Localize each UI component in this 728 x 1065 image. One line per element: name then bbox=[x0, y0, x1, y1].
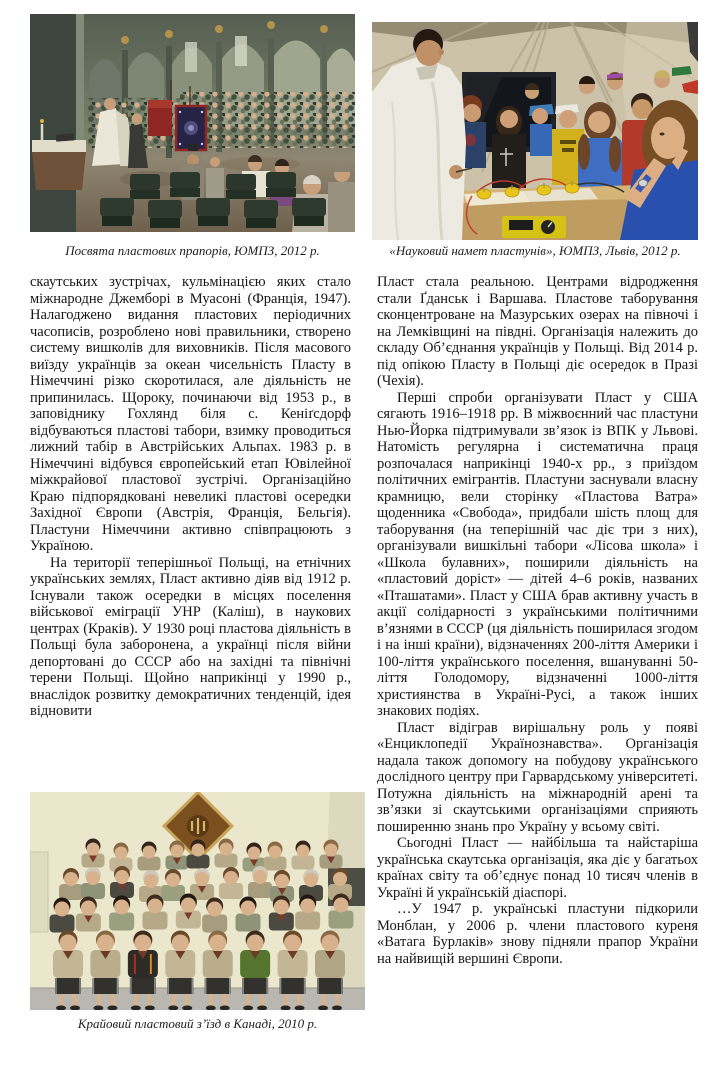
text-column-right bbox=[377, 274, 698, 967]
photo-canada-congress bbox=[30, 792, 365, 1010]
church-ceremony-illustration bbox=[30, 14, 355, 232]
photo-caption-canada-congress: Крайовий пластовий з’їзд в Канаді, 2010 р. bbox=[77, 1016, 318, 1031]
paragraph: На території теперішньої Польщі, на етнічних українських землях, Пласт активно діяв від 1912 р. Існували також осередки в місцях поселення військової еміграції УНР (Каліш), в наукових центрах (Краків). У 1930 році пластова діяльність в Польщі була заборонена, а українці після війни депортовані до СССР або на західні та північні терени Польщі. Щойно наприкінці у 1990 р., внаслідок розвитку демократичних тенденцій, ідея відновити bbox=[30, 554, 351, 719]
paragraph: Сьогодні Пласт — найбільша та найстаріша українська скаутська організація, яка діє у багатьох країнах світу та об’єднує понад 10 тисяч членів в Україні й українській діаспорі. bbox=[377, 835, 698, 901]
photo-flag-consecration bbox=[30, 14, 355, 232]
paragraph: скаутських зустрічах, кульмінацією яких стало міжнародне Джемборі в Муасоні (Франція, 1947). Налагоджено видання пластових періодичних часописів, розроблено нові правильники, створено систему вишколів для виховників. Після масового виїзду українців за океан чисельність Пласту в Німеччині різко скоротилася, але діяльність не припинилась. Щороку, починаючи від 1953 р., в заповіднику Гохлянд біля с. Кеніґсдорф відбуваються пластові табори, взимку проводиться лижний табір в Австрійських Альпах. 1983 р. в Німеччині відбувся європейський етап Ювілейної міжкрайової пластової зустрічі. Організаційно Краю підпорядковані невеликі пластові осередки Західної Європи (Австрія, Франція, Бельгія). Пластуни Німеччини активно співпрацюють з Україною. bbox=[30, 274, 351, 554]
photo-science-tent bbox=[372, 22, 698, 240]
paragraph: …У 1947 р. українські пластуни підкорили Монблан, у 2006 р. члени пластового куреня «Ватага Бурлаків» знову підняли прапор України на найвищій вершині Європи. bbox=[377, 901, 698, 967]
photo-caption-flag-consecration: Посвята пластових прапорів, ЮМПЗ, 2012 р. bbox=[65, 243, 320, 258]
photo-caption-science-tent: «Науковий намет пластунів», ЮМПЗ, Львів, 2012 р. bbox=[389, 243, 681, 258]
science-tent-illustration bbox=[372, 22, 698, 240]
text-column-left bbox=[30, 274, 351, 720]
paragraph: Пласт відіграв вирішальну роль у появі «Енциклопедії Українознавства». Організація надала також допомогу на побудову українського дослідного центру при Гарвардському університеті. Потужна діяльність на міжнародній арені та зв’язки зі скаутськими організаціями сприяють поширенню знань про Україну у всьому світі. bbox=[377, 719, 698, 835]
group-photo-illustration bbox=[30, 792, 365, 1010]
paragraph: Пласт стала реальною. Центрами відродження стали Ґданськ і Варшава. Пластове таборування сконцентроване на Мазурських озерах на півночі і на Лемківщині на півдні. Організація належить до складу Об’єднання українців у Польщі. Від 2014 р. під опікою Пласту в Польщі діє осередок в Празі (Чехія). bbox=[377, 274, 698, 389]
paragraph: Перші спроби організувати Пласт у США сягають 1916–1918 рр. В міжвоєнний час пластуни Нью-Йорка підтримували зв’язок із ВПК у Львові. Натомість регулярна і систематична праця розпочалася наприкінці 1940-х рр., з приїздом політичних емігрантів. Пластуни заснували власну крамницю, вели сторінку «Пластова Ватра» щоденника «Свобода», придбали шість площ для таборування (на теперішній час діє три з них), організували вишкільні табори «Лісова школа» і «Школа булавних», поширили діяльність на «пластовий доріст» — дітей 4–6 років, названих «Пташатами». Пласт у США брав активну участь в акції солідарності з українськими політичними в’язнями в СССР (ця діяльність поширилася згодом і на інші країни), відзначеннях 200-ліття Америки і 100-ліття українського поселення, вшануванні 50-ліття Голодомору, відзначенні 1000-ліття християнства в Україні-Русі, а також інших знакових подіях. bbox=[377, 389, 698, 719]
